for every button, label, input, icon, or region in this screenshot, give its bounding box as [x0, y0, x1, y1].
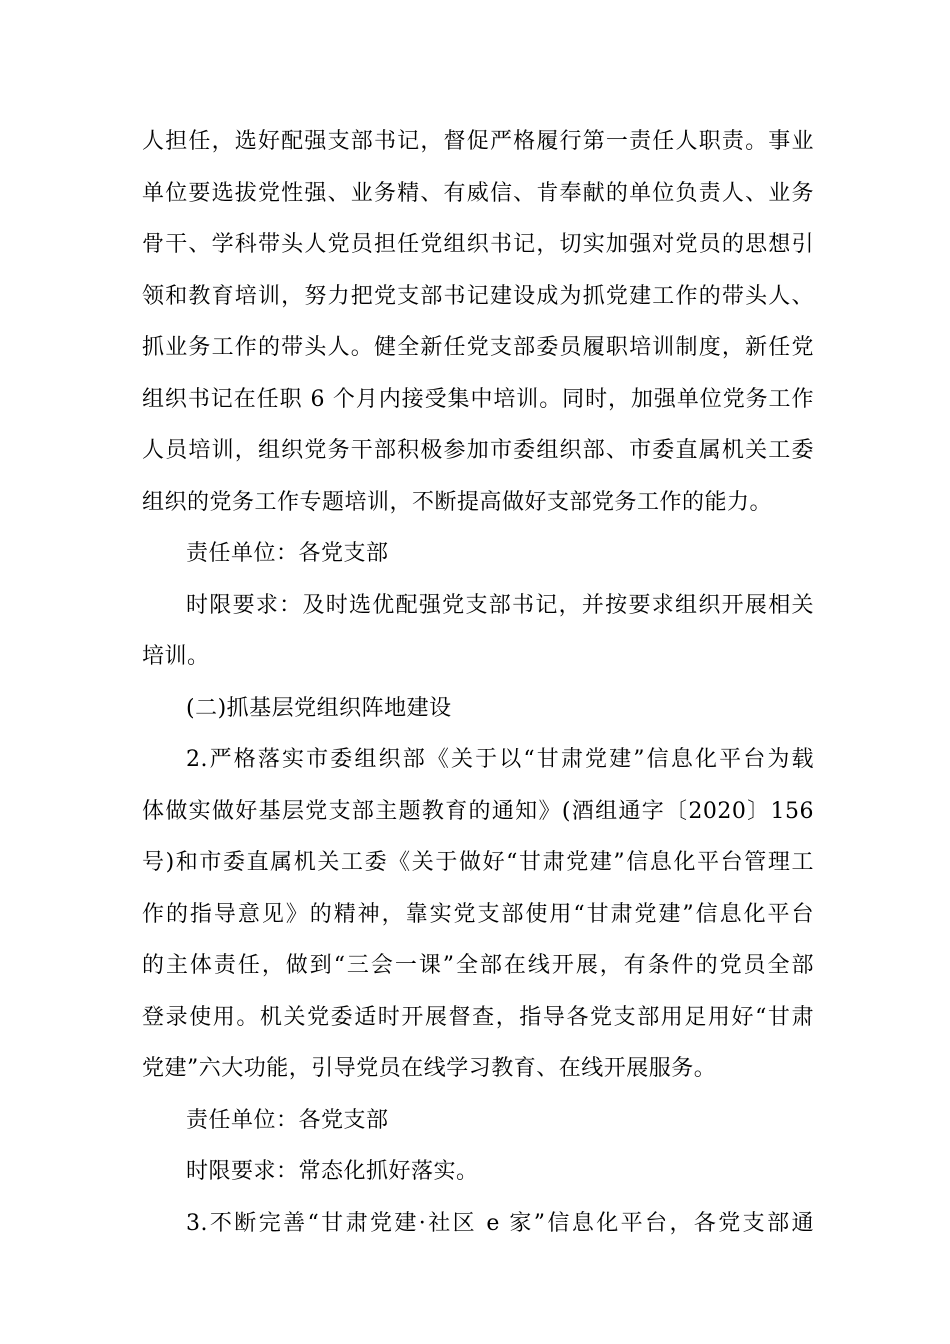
text-line: 时限要求：常态化抓好落实。 — [186, 1159, 479, 1184]
paragraph-time-requirement-2 — [142, 1146, 814, 1198]
paragraph-item-3 — [142, 1198, 814, 1250]
section-heading-text: (二)抓基层党组织阵地建设 — [186, 695, 452, 721]
text-line: 单位要选拔党性强、业务精、有威信、肯奉献的单位负责人、业务 — [142, 180, 814, 206]
paragraph-responsible-unit — [142, 528, 814, 580]
text-line: 3.不断完善“甘肃党建·社区 e 家”信息化平台，各党支部通 — [186, 1210, 814, 1236]
paragraph-time-requirement — [142, 580, 814, 683]
text-line: 责任单位：各党支部 — [186, 1107, 389, 1133]
text-line: 组织的党务工作专题培训，不断提高做好支部党务工作的能力。 — [142, 489, 773, 515]
paragraph-responsible-unit-2 — [142, 1095, 814, 1147]
paragraph-branch-secretary — [142, 116, 814, 528]
paragraph-item-2 — [142, 734, 814, 1095]
text-line: 人员培训，组织党务干部积极参加市委组织部、市委直属机关工委 — [142, 438, 814, 463]
text-line: 抓业务工作的带头人。健全新任党支部委员履职培训制度，新任党 — [142, 335, 814, 360]
text-line: 登录使用。机关党委适时开展督查，指导各党支部用足用好“甘肃 — [142, 1004, 814, 1030]
text-line: 时限要求：及时选优配强党支部书记，并按要求组织开展相关 — [186, 592, 814, 618]
section-heading — [142, 683, 814, 735]
text-line: 的主体责任，做到“三会一课”全部在线开展，有条件的党员全部 — [142, 953, 814, 978]
text-line: 培训。 — [142, 644, 210, 669]
text-line: 2.严格落实市委组织部《关于以“甘肃党建”信息化平台为载 — [186, 747, 814, 772]
text-line: 责任单位：各党支部 — [186, 541, 389, 566]
text-line: 人担任，选好配强支部书记，督促严格履行第一责任人职责。事业 — [142, 129, 814, 154]
text-line: 骨干、学科带头人党员担任党组织书记，切实加强对党员的思想引 — [142, 232, 814, 257]
text-line: 领和教育培训，努力把党支部书记建设成为抓党建工作的带头人、 — [142, 283, 814, 309]
text-line: 组织书记在任职 6 个月内接受集中培训。同时，加强单位党务工作 — [142, 386, 814, 412]
text-line: 号)和市委直属机关工委《关于做好“甘肃党建”信息化平台管理工 — [142, 850, 814, 875]
text-line: 党建”六大功能，引导党员在线学习教育、在线开展服务。 — [142, 1056, 717, 1081]
document-page — [142, 116, 814, 1249]
text-line: 体做实做好基层党支部主题教育的通知》(酒组通字〔2020〕156 — [142, 798, 814, 824]
text-line: 作的指导意见》的精神，靠实党支部使用“甘肃党建”信息化平台 — [142, 901, 814, 927]
